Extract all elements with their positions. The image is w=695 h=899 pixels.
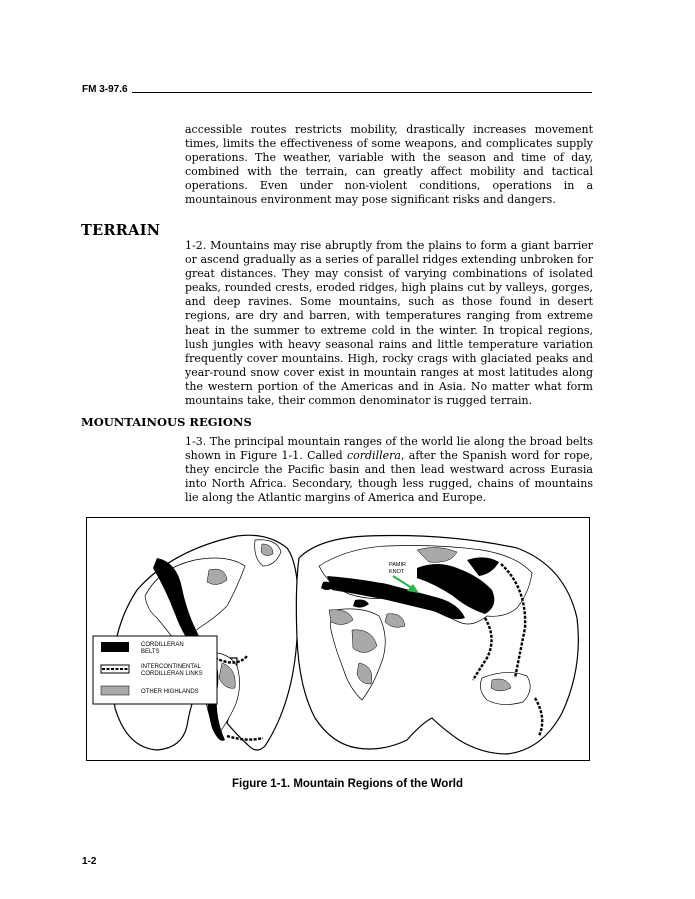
world-map <box>87 518 589 760</box>
document-code: FM 3-97.6 <box>82 84 128 95</box>
legend-swatch-belts <box>101 642 129 652</box>
legend-belts-line2: BELTS <box>141 649 160 655</box>
mr-para-start: 1-3. The principal mountain ranges of the world lie along the broad belts shown in Figure 1-1. Called <box>185 435 593 463</box>
legend-links-line2: CORDILLERAN LINKS <box>141 671 203 677</box>
terrain-heading: TERRAIN <box>81 222 161 239</box>
legend-swatch-highlands <box>101 686 129 695</box>
running-header <box>82 84 592 95</box>
map-legend <box>93 636 217 704</box>
terrain-paragraph: 1-2. Mountains may rise abruptly from the plains to form a giant barrier or ascend gradually as a series of parallel ridges extending unbroken for great distances. They may consist of varying combinations of isolated peaks, rounded crests, eroded ridges, high plains cut by valleys, gorges, and deep ravines. Some mountains, such as those found in desert regions, are dry and barren, with temperatures ranging from extreme heat in the summer to extreme cold in the winter. In tropical regions, lush jungles with heavy seasonal rains and little temperature variation frequently cover mountains. High, rocky crags with glaciated peaks and year-round snow cover exist in mountain ranges at most latitudes along the western portion of the Americas and in Asia. No matter what form mountains take, their common denominator is rugged terrain. <box>185 239 593 408</box>
world-mountain-map-figure <box>86 517 590 761</box>
mountainous-regions-paragraph <box>185 435 593 505</box>
legend-belts-line1: CORDILLERAN <box>141 642 184 648</box>
mr-para-end: , after the Spanish word for rope, they encircle the Pacific basin and then lead westward across Eurasia into North Africa. Secondary, though less rugged, chains of mountains lie along the Atlantic margins of America and Europe. <box>185 449 593 505</box>
knot-label: KNOT <box>389 569 405 575</box>
cordillera-term: cordillera <box>346 449 401 463</box>
header-rule <box>132 91 592 93</box>
intro-paragraph: accessible routes restricts mobility, drastically increases movement times, limits the effectiveness of some weapons, and complicates supply operations. The weather, variable with the season and time of day, combined with the terrain, can greatly affect mobility and tactical operations. Even under non-violent conditions, operations in a mountainous environment may pose significant risks and dangers. <box>185 123 593 207</box>
pamir-label: PAMIR <box>389 562 407 568</box>
mountainous-regions-heading: MOUNTAINOUS REGIONS <box>81 415 252 429</box>
page-number: 1-2 <box>82 856 97 867</box>
legend-links-line1: INTERCONTINENTAL <box>141 664 201 670</box>
figure-caption: Figure 1-1. Mountain Regions of the World <box>231 778 464 790</box>
legend-highlands-label: OTHER HIGHLANDS <box>141 689 199 695</box>
